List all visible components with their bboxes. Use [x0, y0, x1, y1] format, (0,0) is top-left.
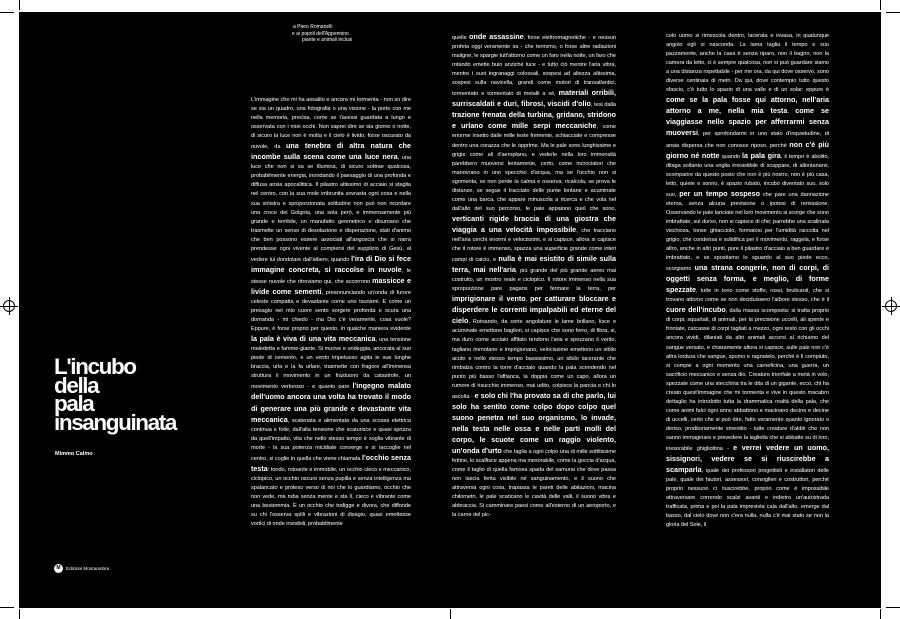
emphasis-text: una tenebra di altra natura che incombe sulla scena come una luce nera [251, 141, 411, 162]
emphasis-text: per catturare bloccare e disperdere le correnti impalpabili ed eterne del cielo [452, 294, 616, 326]
publisher [54, 564, 109, 573]
emphasis-text: non c'è più giorno né notte [666, 139, 829, 160]
body-text: , tesi dalla [590, 102, 616, 109]
registration-mark [885, 300, 897, 312]
emphasis-text: per un tempo sospeso [679, 188, 761, 198]
body-text: , scatenata e alimentata da una scossa elettrica continua e folle, dall'alta tensione che scaturisce e quasi sprizza da quell'impatto, vita che nello stesso tempo è soglia vibrante di morte - la sua potenza micidiale converge e si raccoglie nel centro, si coglie in quella che viene chiamata [251, 417, 411, 462]
body-text: , più grande del più grande aereo mai costruito, un mostro reale e ciclopico. Il rotore immenso nella sua sproporzione pare pagarsi per fermare la terra, per [452, 268, 616, 293]
crop-mark [19, 609, 20, 619]
body-text: , una luce che non si sa se illumina, di sicuro sottrae qualcosa, probabilmente energia, inondando il paesaggio di una profonda e diffusa ansia apocalittica. Il pilastro altissimo di acciaio si staglia nel centro, con la sua mole imbrunita sovrasta ogni cosa e nella sua sinistra e sproporzionata solitudine non può non ricordare una croce del Golgota, una sola però, e immensamente più grande e terribile, un manufatto geometrico e disumano che trasmette un senso di desolazione e disperazione, stati d'animo che ben possono essere associati all'angoscia che si narra prendesse ogni vivente al compiersi del supplizio di Gesù, al vedere lui dondolare dall'albero, quando [251, 155, 411, 263]
body-text: quando [719, 153, 743, 160]
emphasis-text: imprigionare il vento [452, 294, 526, 304]
text-column-1 [251, 96, 411, 596]
book-title [54, 354, 176, 435]
emphasis-text: cuore dell'incubo [666, 305, 726, 315]
emphasis-text: e verrei vedere un uomo, sissignori, vedere se si riuscirebbe a scamparla [666, 443, 829, 475]
body-text: , che tracciano nell'aria cerchi enormi e velocissimi, e si capisce, allora si capisce che il rotore è immenso, spazza una superficie grande come interi campi di calcio, e [452, 227, 616, 264]
text-column-2 [452, 32, 616, 600]
emphasis-text: una strana congerie, non di corpi, di oggetti senza forma, e meglio, di forme spezzate [666, 263, 829, 295]
body-text: colo uomo si rimescola dentro, lacerata e invasa, in qualunque angolo egli si nasconda. La lama taglia il tempo e suo pazzamente, anche la casa è senza riparo, non il bagno, non la camera da letto, ci è sempre qualcosa, non si può guardare siamo a una distanza rispettabile - per me ora, da qui dove osservo, sono diverse centinaia di metri. Da qui, dove contempio tutto questo sfascio, c'è tutto lo spazio di una valle e di un solar: eppure è [666, 33, 829, 94]
publisher-logo-icon: M [54, 564, 63, 573]
body-text: , [787, 109, 796, 116]
body-text: che taglia a ogni colpo una di mille sottilissime fettine, lo scalfisce appena ma inesorabile, come la goccia d'acqua, come il taglio di quella famosa spada del samurai che dove passa non lascia ferita visibile né sanguinamento, e il suono che attraversa ogni cosa, trapassa le pareti delle abitazioni, macina chilometri, le pale scaricano le cavità delle valli, il suono vibra e abbraccia. Si camminare paesi come all'esterno di un aeroporto, e la carne del pic- [452, 448, 616, 519]
crop-mark [0, 607, 14, 608]
emphasis-text: massicce e livide come sementi [251, 275, 411, 296]
body-text: , tutte in tono come stoffe, rossi, brulicanti, che si trovano attorno come se non deciduissero l'albore stesso, che è il [666, 288, 829, 304]
body-text: , [525, 297, 531, 304]
body-text: , dalla massa scomposta: si tratta proprio di corpi, squartati, di animali, per la precisione uccelli, ali spente e frontate, carcasse di corpi tagliati a mezzo, ogni resto con gli occhi ancora vividi, dilaniati da altri animali accorsi al richiamo del sangue versato, e chiaramente altora si capisce, sulle pale non c'è altra lordura che sangue, spumo e ragnatelo, perché è lì compiuto, si compie a ogni momento una carneficina, una guerra, un sacrificio meccanico e senza dio. Creature trionfale a metà in volo, spezzate come una stecchina tra le dita di un gigante, ecco, chi ha creato quest'immagine che mi tormenta e vive in questo macabro dettaglio ha introdotto tutta la drammatica realtà della pala, che come animi falci ogni anno abbattono e macinano decine e decine di uccelli, certo che si può dire, fatto veramente quanto ignorato o deriso, proditoriamente smentito - tutte creature d'aldiè che non sanno immaginare e prevedere la lagliella che si abbatte su di loro, inesorabile ghigliottina - [666, 308, 829, 453]
publisher-name: Edizioni Montaombra [66, 566, 110, 571]
emphasis-text: trazione frenata della turbina, gridano, stridono e urlano come mille serpi meccaniche [452, 110, 616, 131]
emphasis-text: l'occhio senza testa [251, 452, 411, 473]
column-paragraph [251, 96, 411, 529]
title-line: L'incubo [54, 354, 136, 379]
crop-mark [880, 609, 881, 619]
body-text: , il tempo è abolito, dilaga soltanto una voglia irresistibile di scappare, di allontanarsi, scomparire da questo posto che non è più nostro, non è più casa, letto, quiete e sonno, è spazio rubato, incubo diventato suo, solo suo, [666, 153, 829, 198]
body-text: , preannunciando un'onda di furore celeste compatta e devastante come uno tsunami. E come un presagio nel mio cuore sento sorgere profonda e scura una domanda - mi chiedo - ma Dio c'è veramente, cosa vuole? Eppure, è forse proprio per questo, in qualche maniera evidente [251, 289, 411, 333]
dedication-line: e ai popoli dell'Appennino [292, 30, 349, 37]
registration-mark [3, 300, 15, 312]
crop-mark [886, 607, 900, 608]
emphasis-text: nulla è mai esistito di simile sulla terra, mai nell'aria [452, 254, 616, 275]
body-text: , come enorme insetto dalle mille teste fremente, schiacciate e compresse dentro una corazza che le opprime. Ma le pale sono lunghissime e grigie come ali d'aeroplano, e vederle nella loro immensità parebbero muoversi lentamente, certo, come incrociatori che manovrano in uno specchio d'acqua, ma se l'occhio non si sgomenta, se non perde la calma e osserva, ricalcola, se prova le distanze, se segue il tracciato delle punte lontane e acuminate come una barca, che appare minuscola a ricerca e che vola nel dall'alto del suo percorso, le pale appaiono quel che sono, [452, 124, 616, 212]
crop-mark [886, 12, 900, 13]
crop-mark [19, 0, 20, 10]
emphasis-text: la pala è viva di una vita meccanica [251, 334, 376, 344]
dedication-line: a Piero Romanelli [293, 24, 333, 30]
emphasis-text: come se viaggiasse nello spazio per afferrarmi senza muoversi [666, 106, 829, 138]
crop-mark [450, 609, 451, 619]
emphasis-text: la pala gira [742, 150, 781, 160]
title-line: pala [54, 391, 94, 416]
emphasis-text: l'ira di Dio si fece immagine concreta, si raccolse in nuvole [251, 253, 411, 274]
emphasis-text: e solo chi l'ha provato sa di che parlo, lui solo ha sentito come colpo dopo colpo quel suono penetra nel suo organismo, lo invade, nella testa nelle ossa e nelle parti molli del corpo, le scuote come un raggio violento, un'onda d'urto [452, 390, 616, 455]
body-text: , per sprofondarmi in uno stato d'inquietudine, di ansia dispersa che non conosce riposo, perché [666, 131, 829, 149]
text-column-3 [666, 32, 829, 600]
title-line: insanguinata [54, 409, 176, 435]
body-text: che pare una dannazione eterna, senza alcuna previsione o ipotesi di remissione. Osservando le pale lanciate nel loro movimento si scorge che sono imbrattate, sul dorso, non si capisce di che; parrebbe una scalinata vischiosa, tonse ghiacciolo, formatosi per l'umidità raccolta nel grigio, che condensa e solidifica per il movimento, raggela, e forse altro, anche in altri punti, pure il pilastro d'acciaio a ben guardare è imbrattato, e se spostiamo lo sguardo al suo piede ecco, scorgiamo [666, 191, 829, 273]
body-text: L'immagine che mi ha assalito e ancora mi tormenta - non so dire se sia un quadro, una fotografia o una visione - la porto con me nella memoria, precisa, come se l'avessi guardata a lungo e osservata con i miei occhi. Non saprei dire se sia giorno o notte, di sicuro la luce non è molta e il cielo è livido, forse oscurato da nuvole, da [251, 97, 411, 151]
emphasis-text: come se la pala fosse qui attorno, nell'aria attorno a me, nella mia testa [666, 95, 829, 116]
body-text: , quale dei professori progettisti e installatori delle pale, quale dei fautori, assessori, consiglieri e costruttori, perché proprio nessuno ci riuscirebbe, proprio come è impossibile attraversare correndo scalzi avanti e indietro un'autostrada trafficata, prima e poi la pala imprevista cala dall'alto, emerge dal basso, dal cielo dove non c'era nulla, nulla c'è mai stato se non la gloria del Sole, il [666, 468, 829, 529]
emphasis-text: materiali orribili, surriscaldati e duri, fibrosi, viscidi d'olio [452, 88, 616, 109]
crop-mark [0, 12, 14, 13]
body-text: , una tensione maledetta e famme-giante. Si muove e undeggia, ancorata al suo piede di cemento, e un vento impetuoso agita le sue lunghe braccia, urla e la fa urlare, trasmette con fragore all'immensa struttura il movimento in un frastuono da catastrofe, un movimento vertoroso - e quanto pare [251, 337, 411, 391]
title-line: della [54, 372, 99, 398]
dedication [292, 24, 352, 44]
crop-mark [880, 0, 881, 10]
emphasis-text: verticanti rigide braccia di una giostra che viaggia a una velocità impossibile [452, 213, 616, 234]
emphasis-text: onde assassine [469, 32, 524, 41]
body-text: , le stesse nuvole che ritroviamo qui, che accorrono [251, 267, 411, 285]
body-text: quelle [452, 35, 470, 41]
dedication-line: piante e animali inclusi [302, 37, 353, 43]
body-text: , forse elettromagnetiche - e nessun profeta oggi veramente sa - che terrismo, o forse altre radiazioni maligne, le spargie tutt'attorno come un faro nella notte, un faro che rotando emette buio anziché luce - e tutto ciò mentre l'aria vibra, mentre i suoi ingranaggi colossali, sospesi ad altezza altissima, sospesi sulla navicella, grandi come motori di transatlantici, tormentato e tormentato di metalli a sé, [452, 35, 616, 98]
emphasis-text: l'ingegno malato dell'uomo ancora una volta ha trovato il modo di generare una più grande e devastante vita meccanica [251, 381, 411, 424]
author-name: Mimmo Calmo [55, 451, 93, 457]
column-paragraph [452, 32, 616, 520]
body-text: : tondo, rotoante e immobile, un occhio cieco e meccanico, ciclopico, un occhio oscuro senza pupilla e senza intelligenza ma spalancato e proteso verso di noi che lo guardiamo, occhio che non vede, ma ruba senza mente e sta lì, cieco e vibrante come una bestemmia. È un occhio che trafigge e divora, che diffonde su chi l'osserva spilli e vibrazioni di disagio, quasi emettesse vortici di onde invisibili, probabilmente [251, 466, 411, 528]
column-paragraph [666, 32, 829, 530]
body-text: . Rotoando, da certe angolature le lame brillano, lisce e acuminate emettono bagliori, si capisce che sono ferro, di fibra, si, ma duro come acciaio affilato tendono l'aria e spezzano il vento, tagliano immotano e imprigionano, velocissime emettono un sibilo acuto e nello stesso tempo bassissimo, un sibilo lacerante che rimbalza contro la torre d'acciaio quando la pala scendendo nel punto più basso l'affianca, la doppia come un capo, allora un rumore di risucchio immenso, mai udito, colpisce la pancia e chi lo ascolta - [452, 319, 616, 400]
